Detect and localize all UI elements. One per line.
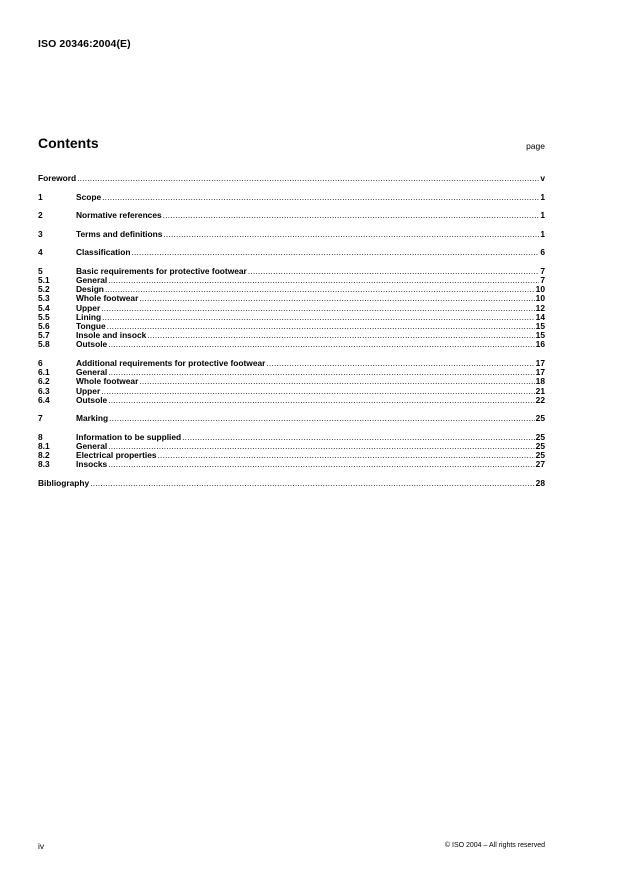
toc-entry-title: Information to be supplied (76, 431, 182, 442)
toc-entry-number: 8 (38, 431, 43, 442)
toc-entry-number: 1 (38, 191, 43, 202)
toc-entry[interactable] (38, 433, 545, 442)
toc-entry-title: Tongue (76, 321, 106, 332)
toc-dot-leader (102, 313, 535, 322)
toc-dot-leader (105, 285, 535, 294)
toc-entry-number: 4 (38, 247, 43, 258)
toc-entry-page: 1 (540, 228, 545, 239)
toc-entry-title: Insocks (76, 459, 108, 470)
toc-entry-title: Upper (76, 385, 101, 396)
toc-entry-title: Outsole (76, 394, 108, 405)
toc-dot-leader (108, 368, 534, 377)
toc-entry-title: Whole footwear (76, 293, 139, 304)
toc-entry-number: 6.4 (38, 394, 50, 405)
toc-dot-leader (90, 479, 534, 488)
toc-entry-page: 10 (535, 293, 545, 304)
toc-dot-leader (163, 230, 539, 239)
toc-entry-number: 5.2 (38, 284, 50, 295)
toc-entry-number: 7 (38, 413, 43, 424)
toc-entry-number: 3 (38, 228, 43, 239)
toc-entry-number: 5.4 (38, 302, 50, 313)
toc-entry-title: Bibliography (38, 478, 90, 489)
toc-entry-number: 6.2 (38, 376, 50, 387)
toc-dot-leader (77, 174, 539, 183)
toc-entry[interactable] (38, 276, 545, 285)
toc-entry-number: 5.1 (38, 275, 50, 286)
toc-entry[interactable] (38, 193, 545, 202)
toc-entry-page: 25 (535, 413, 545, 424)
toc-entry-page: 25 (535, 431, 545, 442)
toc-dot-leader (107, 322, 535, 331)
toc-entry[interactable] (38, 451, 545, 460)
toc-entry[interactable] (38, 377, 545, 386)
toc-entry-title: Upper (76, 302, 101, 313)
toc-entry-title: Outsole (76, 339, 108, 350)
toc-entry-page: 10 (535, 284, 545, 295)
toc-entry-page: v (540, 173, 545, 183)
toc-entry-page: 15 (535, 321, 545, 332)
toc-entry-number: 6.1 (38, 367, 50, 378)
footer-copyright: © ISO 2004 – All rights reserved (444, 842, 545, 849)
toc-entry[interactable] (38, 313, 545, 322)
toc-entry-title: Terms and definitions (76, 228, 163, 239)
toc-entry-number: 5.5 (38, 311, 50, 322)
toc-entry[interactable] (38, 174, 545, 183)
toc-entry[interactable] (38, 211, 545, 220)
contents-heading: Contents (38, 135, 99, 151)
toc-dot-leader (163, 211, 540, 220)
toc-entry-page: 12 (535, 302, 545, 313)
toc-entry-title: Scope (76, 191, 102, 202)
toc-entry-title: Electrical properties (76, 450, 157, 461)
table-of-contents (38, 174, 545, 488)
toc-entry-page: 21 (535, 385, 545, 396)
toc-entry[interactable] (38, 331, 545, 340)
toc-entry-number: 6 (38, 357, 43, 368)
toc-entry[interactable] (38, 294, 545, 303)
toc-entry-page: 6 (540, 247, 545, 258)
toc-entry-page: 25 (535, 450, 545, 461)
toc-entry-page: 18 (535, 376, 545, 387)
toc-dot-leader (109, 414, 535, 423)
toc-entry-page: 28 (535, 478, 545, 489)
toc-dot-leader (108, 276, 539, 285)
toc-dot-leader (101, 387, 534, 396)
toc-entry[interactable] (38, 414, 545, 423)
toc-entry-title: Design (76, 284, 104, 295)
toc-entry-title: Whole footwear (76, 376, 139, 387)
toc-entry-page: 1 (540, 210, 545, 221)
toc-entry-title: General (76, 367, 108, 378)
toc-entry-title: Lining (76, 311, 102, 322)
toc-entry-title: Insole and insock (76, 330, 147, 341)
toc-entry[interactable] (38, 479, 545, 488)
toc-dot-leader (108, 442, 534, 451)
toc-entry[interactable] (38, 387, 545, 396)
toc-dot-leader (131, 248, 539, 257)
toc-entry-page: 16 (535, 339, 545, 350)
toc-entry-title: Marking (76, 413, 109, 424)
toc-entry-page: 27 (535, 459, 545, 470)
toc-entry-page: 17 (535, 357, 545, 368)
document-id: ISO 20346:2004(E) (38, 38, 131, 50)
toc-entry-number: 5.8 (38, 339, 50, 350)
toc-entry-page: 7 (540, 265, 545, 276)
toc-entry-number: 5.6 (38, 321, 50, 332)
page-column-label: page (526, 141, 545, 151)
toc-entry[interactable] (38, 267, 545, 276)
toc-entry-title: General (76, 275, 108, 286)
toc-dot-leader (248, 267, 540, 276)
toc-entry-page: 22 (535, 394, 545, 405)
toc-entry-title: Foreword (38, 173, 77, 183)
toc-entry-page: 14 (535, 311, 545, 322)
toc-entry-page: 25 (535, 441, 545, 452)
toc-entry[interactable] (38, 359, 545, 368)
toc-entry-title: Additional requirements for protective footwear (76, 357, 266, 368)
toc-entry[interactable] (38, 340, 545, 349)
toc-dot-leader (158, 451, 535, 460)
toc-entry-number: 2 (38, 210, 43, 221)
toc-dot-leader (147, 331, 534, 340)
toc-entry[interactable] (38, 396, 545, 405)
toc-entry[interactable] (38, 248, 545, 257)
toc-entry-number: 8.2 (38, 450, 50, 461)
toc-dot-leader (101, 304, 534, 313)
toc-entry-title: General (76, 441, 108, 452)
toc-entry-title: Basic requirements for protective footwear (76, 265, 247, 276)
toc-entry[interactable] (38, 304, 545, 313)
footer-page-number: iv (38, 841, 45, 851)
toc-entry[interactable] (38, 230, 545, 239)
toc-entry-page: 15 (535, 330, 545, 341)
toc-dot-leader (139, 294, 534, 303)
toc-dot-leader (102, 193, 539, 202)
toc-entry-number: 8.3 (38, 459, 50, 470)
toc-dot-leader (108, 460, 534, 469)
toc-entry-number: 6.3 (38, 385, 50, 396)
toc-dot-leader (108, 340, 534, 349)
toc-entry-number: 5.7 (38, 330, 50, 341)
toc-entry-page: 7 (540, 275, 545, 286)
toc-dot-leader (182, 433, 535, 442)
toc-entry-title: Normative references (76, 210, 162, 221)
toc-entry-page: 1 (540, 191, 545, 202)
toc-entry[interactable] (38, 460, 545, 469)
toc-dot-leader (139, 377, 534, 386)
toc-entry-number: 5 (38, 265, 43, 276)
toc-entry-page: 17 (535, 367, 545, 378)
toc-dot-leader (266, 359, 534, 368)
toc-dot-leader (108, 396, 534, 405)
toc-entry-title: Classification (76, 247, 131, 258)
toc-entry-number: 5.3 (38, 293, 50, 304)
toc-entry-number: 8.1 (38, 441, 50, 452)
